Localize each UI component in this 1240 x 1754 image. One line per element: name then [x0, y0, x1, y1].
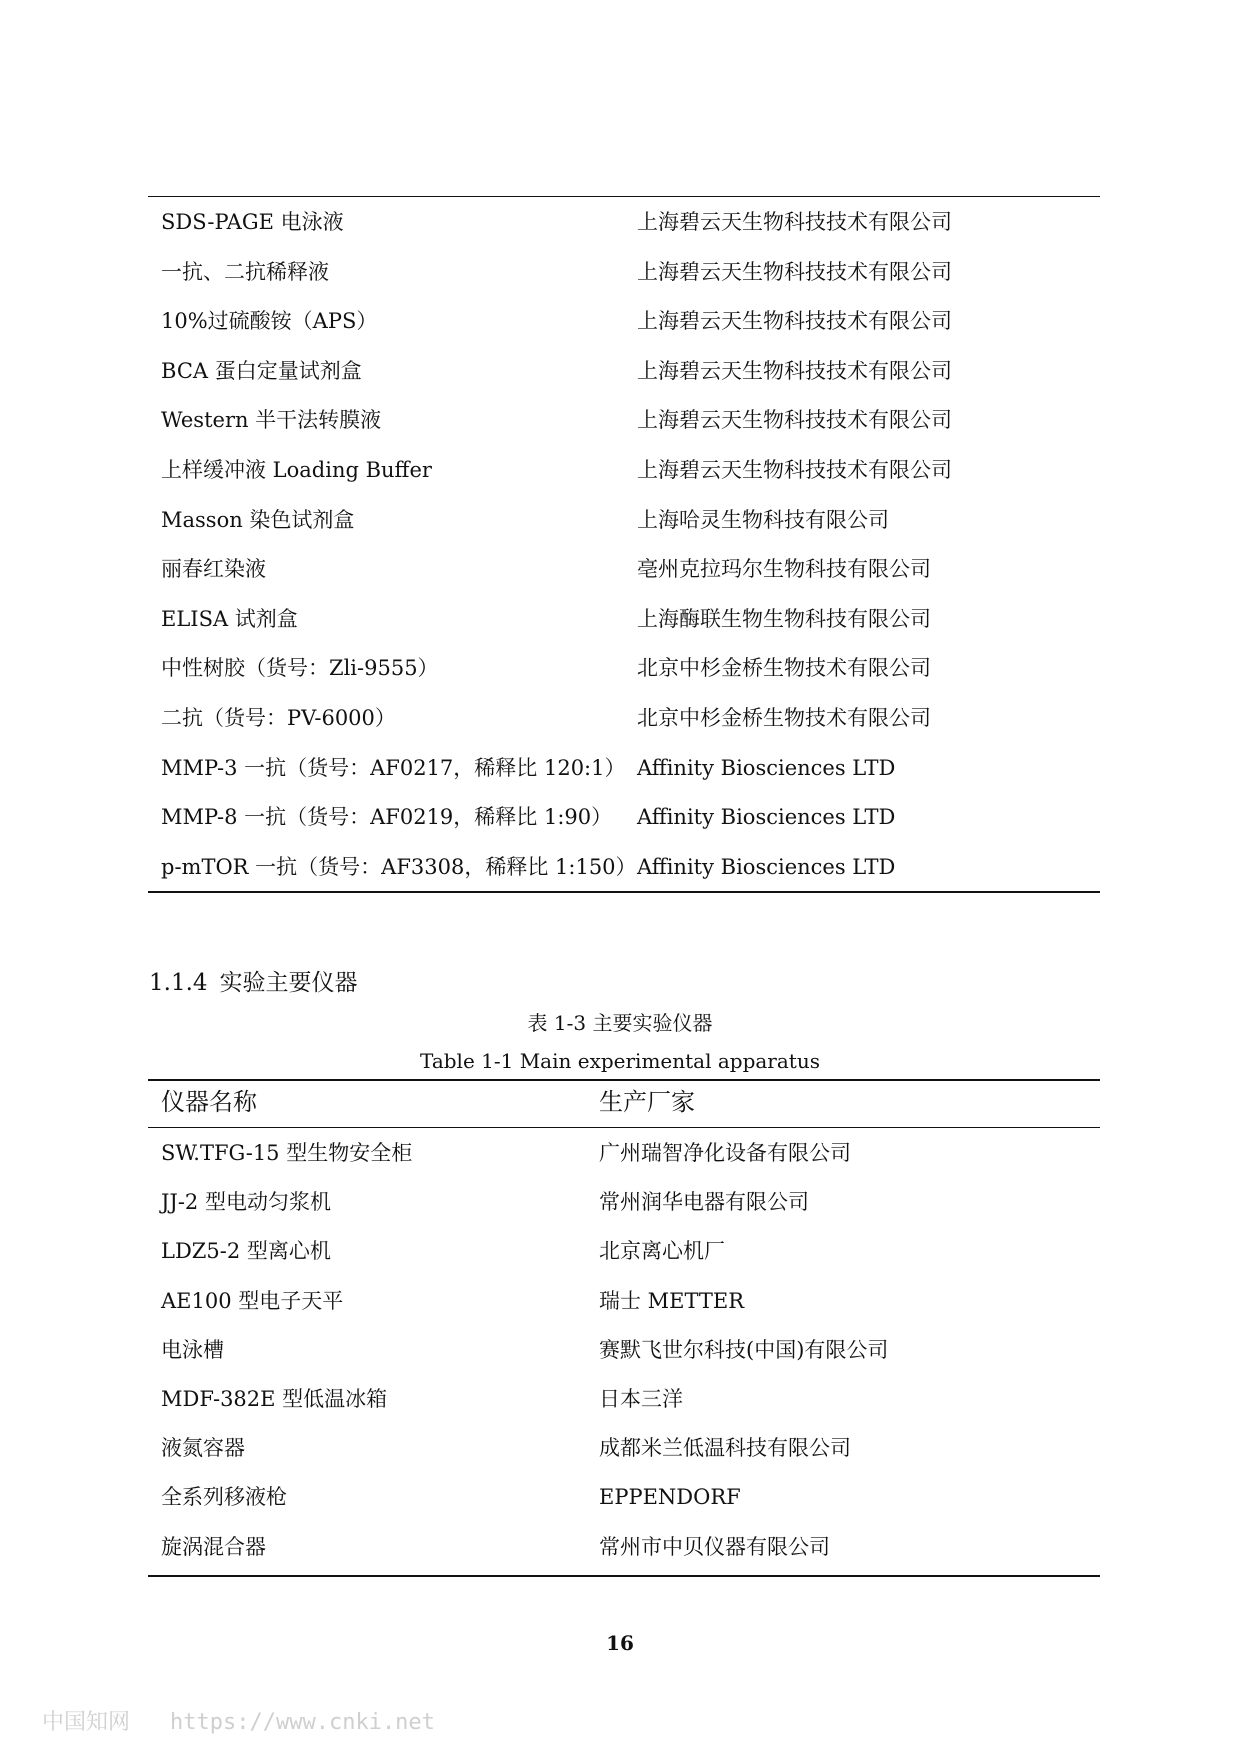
- table-row: [148, 248, 1100, 297]
- cell-manufacturer: 上海酶联生物生物科技有限公司: [637, 606, 931, 631]
- cell-manufacturer: 赛默飞世尔科技(中国)有限公司: [599, 1337, 889, 1362]
- table2-bottom-rule: [148, 1575, 1100, 1577]
- table-row: [148, 446, 1100, 495]
- cell-manufacturer: 上海碧云天生物科技技术有限公司: [637, 259, 952, 284]
- table-row: [148, 644, 1100, 693]
- cell-manufacturer: 上海碧云天生物科技技术有限公司: [637, 408, 952, 433]
- table-row: [148, 1129, 1100, 1178]
- watermark-url: https://www.cnki.net: [170, 1710, 435, 1735]
- cell-item-name: 10%过硫酸铵（APS）: [161, 309, 378, 334]
- cell-manufacturer: Affinity Biosciences LTD: [637, 854, 896, 879]
- cell-item-name: Masson 染色试剂盒: [161, 507, 355, 532]
- table-row: [148, 496, 1100, 545]
- header-manufacturer: 生产厂家: [599, 1088, 695, 1116]
- cell-item-name: ELISA 试剂盒: [161, 606, 298, 631]
- cell-item-name: MDF-382E 型低温冰箱: [161, 1387, 388, 1411]
- table1-top-rule: [148, 196, 1100, 197]
- table-row: [148, 793, 1100, 842]
- cell-manufacturer: 广州瑞智净化设备有限公司: [599, 1141, 851, 1165]
- table-row: [148, 744, 1100, 793]
- table-row: [148, 545, 1100, 594]
- cell-item-name: SW.TFG-15 型生物安全柜: [161, 1141, 413, 1165]
- cell-manufacturer: 上海碧云天生物科技技术有限公司: [637, 210, 952, 234]
- table-row: [148, 297, 1100, 346]
- cell-item-name: 电泳槽: [161, 1337, 224, 1362]
- section-heading: [149, 967, 358, 999]
- table-header-row: [148, 1079, 1100, 1126]
- cell-item-name: 丽春红染液: [161, 557, 266, 582]
- table-row: [148, 843, 1100, 892]
- cell-manufacturer: 瑞士 METTER: [599, 1288, 745, 1313]
- cell-manufacturer: 北京离心机厂: [599, 1239, 725, 1264]
- cell-manufacturer: EPPENDORF: [599, 1485, 741, 1510]
- cell-manufacturer: Affinity Biosciences LTD: [637, 805, 896, 830]
- cell-item-name: 二抗（货号：PV-6000）: [161, 706, 396, 730]
- header-instrument-name: 仪器名称: [161, 1088, 257, 1116]
- cell-manufacturer: 亳州克拉玛尔生物科技有限公司: [637, 557, 931, 582]
- cell-item-name: MMP-8 一抗（货号：AF0219，稀释比 1:90）: [161, 805, 613, 830]
- cell-item-name: BCA 蛋白定量试剂盒: [161, 358, 362, 383]
- table2-header-rule: [148, 1127, 1100, 1128]
- cell-item-name: 一抗、二抗稀释液: [161, 259, 329, 284]
- table-row: [148, 1424, 1100, 1473]
- cell-manufacturer: 常州润华电器有限公司: [599, 1190, 809, 1215]
- table-row: [148, 198, 1100, 247]
- table-row: [148, 1227, 1100, 1276]
- table-row: [148, 347, 1100, 396]
- section-number: 1.1.4: [149, 970, 208, 996]
- cell-manufacturer: 日本三洋: [599, 1387, 683, 1411]
- watermark-site-name: 中国知网: [42, 1710, 131, 1735]
- table-row: [148, 1277, 1100, 1326]
- cell-manufacturer: 上海碧云天生物科技技术有限公司: [637, 458, 952, 482]
- table-caption-en: Table 1-1 Main experimental apparatus: [420, 1049, 820, 1073]
- cell-manufacturer: 常州市中贝仪器有限公司: [599, 1534, 830, 1559]
- table-row: [148, 1326, 1100, 1375]
- cell-manufacturer: 北京中杉金桥生物技术有限公司: [637, 656, 931, 681]
- table-caption-cn: 表 1-3 主要实验仪器: [527, 1011, 713, 1035]
- cell-manufacturer: 成都米兰低温科技有限公司: [599, 1436, 851, 1461]
- cell-item-name: p-mTOR 一抗（货号：AF3308，稀释比 1:150）: [161, 854, 637, 879]
- cell-manufacturer: Affinity Biosciences LTD: [637, 755, 896, 780]
- cell-item-name: AE100 型电子天平: [161, 1288, 344, 1313]
- cell-item-name: 中性树胶（货号：Zli-9555）: [161, 656, 439, 681]
- cell-item-name: Western 半干法转膜液: [161, 408, 382, 433]
- cell-item-name: 液氮容器: [161, 1436, 245, 1461]
- table-row: [148, 1375, 1100, 1424]
- table1-bottom-rule: [148, 891, 1100, 893]
- table-row: [148, 1178, 1100, 1227]
- section-title: 实验主要仪器: [219, 970, 358, 996]
- cell-manufacturer: 上海碧云天生物科技技术有限公司: [637, 309, 952, 334]
- cell-manufacturer: 北京中杉金桥生物技术有限公司: [637, 706, 931, 730]
- cell-item-name: 全系列移液枪: [161, 1485, 287, 1510]
- cell-item-name: 上样缓冲液 Loading Buffer: [161, 458, 432, 482]
- table-row: [148, 694, 1100, 743]
- table-row: [148, 595, 1100, 644]
- table-row: [148, 396, 1100, 445]
- table-row: [148, 1473, 1100, 1522]
- cell-item-name: JJ-2 型电动匀浆机: [161, 1190, 331, 1215]
- table-row: [148, 1523, 1100, 1572]
- cell-manufacturer: 上海哈灵生物科技有限公司: [637, 507, 889, 532]
- cell-manufacturer: 上海碧云天生物科技技术有限公司: [637, 358, 952, 383]
- cell-item-name: SDS-PAGE 电泳液: [161, 210, 344, 234]
- page-number: 16: [606, 1631, 634, 1655]
- cnki-watermark: [42, 1705, 435, 1736]
- cell-item-name: 旋涡混合器: [161, 1534, 266, 1559]
- cell-item-name: MMP-3 一抗（货号：AF0217，稀释比 120:1）: [161, 755, 626, 780]
- cell-item-name: LDZ5-2 型离心机: [161, 1239, 331, 1264]
